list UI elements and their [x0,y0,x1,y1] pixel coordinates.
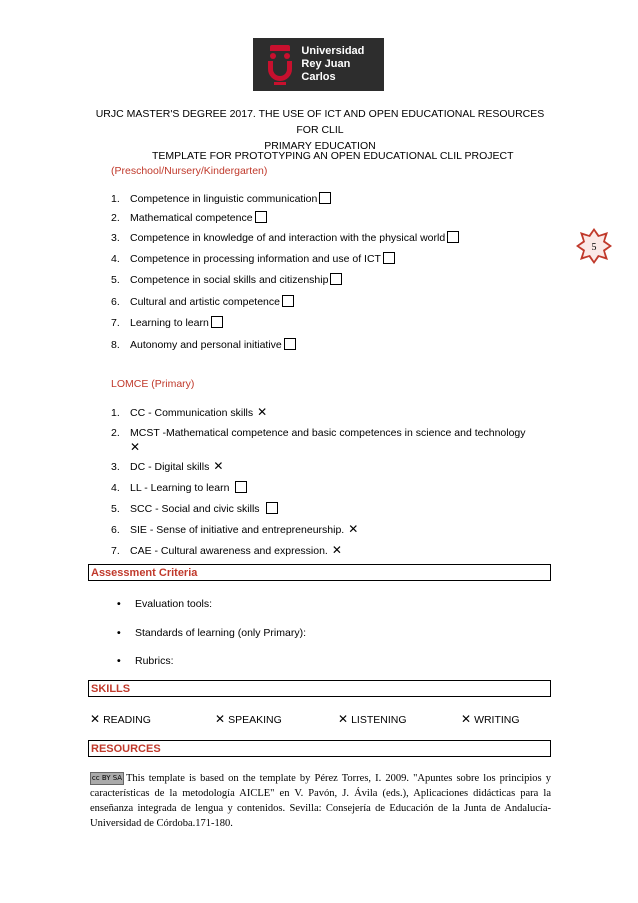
competence-item: 8. Autonomy and personal initiative [111,338,296,352]
checkbox[interactable] [211,316,223,328]
lomce-item: 7. CAE - Cultural awareness and expression. ✕ [111,543,342,557]
check-x-icon[interactable]: ✕ [348,522,359,536]
check-x-icon: ✕ [338,712,349,726]
checkbox[interactable] [319,192,331,204]
creative-commons-icon: cc BY SA [90,772,124,785]
check-x-icon[interactable]: ✕ [213,459,224,473]
logo-text: Universidad Rey Juan Carlos [301,45,365,83]
page-number: 5 [591,242,597,253]
lomce-item: 1. CC - Communication skills ✕ [111,405,268,419]
lomce-item: 5. SCC - Social and civic skills [111,502,278,516]
skill-listening[interactable]: ✕ LISTENING [338,712,407,726]
lomce-item: 2. MCST -Mathematical competence and basic competences in science and technology [111,427,526,439]
checkbox[interactable] [383,252,395,264]
template-title: TEMPLATE FOR PROTOTYPING AN OPEN EDUCATIONAL CLIL PROJECT [152,150,514,162]
assessment-bullet: • Rubrics: [117,655,174,667]
competence-item: 6. Cultural and artistic competence [111,295,294,309]
competence-item: 2. Mathematical competence [111,211,267,225]
competence-item: 4. Competence in processing information and use of ICT [111,252,395,266]
assessment-bullet: • Evaluation tools: [117,598,213,610]
competence-item: 3. Competence in knowledge of and interaction with the physical world [111,231,459,245]
urjc-emblem-icon [261,45,297,85]
check-x-icon[interactable]: ✕ [130,440,141,454]
lomce-item: 6. SIE - Sense of initiative and entrepreneurship. ✕ [111,522,359,536]
check-x-icon: ✕ [215,712,226,726]
skill-reading[interactable]: ✕ READING [90,712,151,726]
checkbox[interactable] [330,273,342,285]
assessment-criteria-header: Assessment Criteria [88,564,551,581]
page-number-badge [576,228,612,264]
checkbox[interactable] [255,211,267,223]
check-x-icon: ✕ [461,712,472,726]
checkbox[interactable] [284,338,296,350]
assessment-bullet: • Standards of learning (only Primary): [117,627,306,639]
skill-speaking[interactable]: ✕ SPEAKING [215,712,282,726]
preschool-label: (Preschool/Nursery/Kindergarten) [111,165,268,177]
resources-header: RESOURCES [88,740,551,757]
university-logo [253,38,384,91]
competence-item: 7. Learning to learn [111,316,223,330]
skills-header: SKILLS [88,680,551,697]
skill-writing[interactable]: ✕ WRITING [461,712,520,726]
checkbox[interactable] [235,481,247,493]
checkbox[interactable] [266,502,278,514]
lomce-item: 3. DC - Digital skills ✕ [111,459,224,473]
lomce-label: LOMCE (Primary) [111,378,195,390]
competence-item: 1. Competence in linguistic communication [111,192,331,206]
lomce-item-mark [130,441,140,455]
check-x-icon: ✕ [90,712,101,726]
check-x-icon[interactable]: ✕ [331,543,342,557]
checkbox[interactable] [282,295,294,307]
lomce-item: 4. LL - Learning to learn [111,481,247,495]
competence-item: 5. Competence in social skills and citizenship [111,273,342,287]
document-title: URJC MASTER'S DEGREE 2017. THE USE OF ICT AND OPEN EDUCATIONAL RESOURCES FOR CLIL PRIMARY EDUCATION [95,108,545,152]
reference-text: This template is based on the template by Pérez Torres, I. 2009. "Apuntes sobre los principios y características de la metodología AICLE" en V. Pavón, J. Ávila (eds.), Aplicaciones didácticas para la enseñanza integrada de lengua y contenidos. Sevilla: Consejería de Educación de la Junta de Andalucía-Universidad de Córdoba.171-180. [90,773,551,829]
checkbox[interactable] [447,231,459,243]
check-x-icon[interactable]: ✕ [257,405,268,419]
